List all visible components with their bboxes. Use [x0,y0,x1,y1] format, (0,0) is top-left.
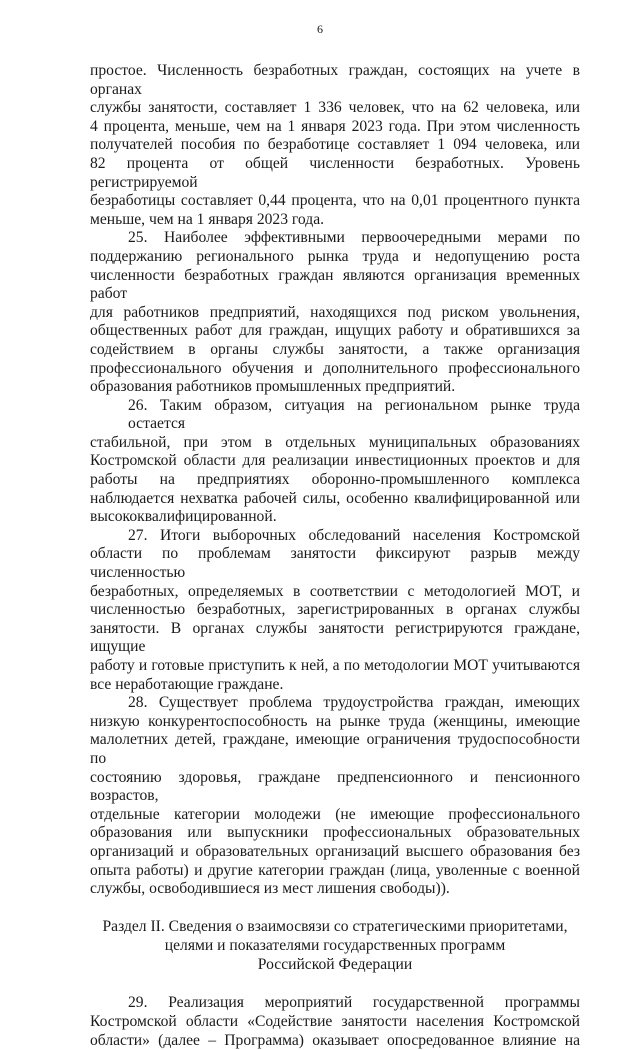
text-line: службы, освободившиеся из мест лишения свободы)). [90,880,450,898]
text-line: стабильной, при этом в отдельных муниципальных образованиях [90,433,580,451]
text-line: численности безработных граждан являются организация временных работ [90,266,580,303]
text-line: безработных, определяемых в соответствии с методологией МОТ, и [90,582,580,600]
text-line: получателей пособия по безработице составляет 1 094 человека, или [90,136,580,154]
text-line: службы занятости, составляет 1 336 человек, что на 62 человека, или [90,99,580,117]
text-line: 4 процента, меньше, чем на 1 января 2023 года. При этом численность [90,117,580,135]
text-line: простое. Численность безработных граждан, состоящих на учете в органах [90,62,580,98]
text-line: Костромской области «Содействие занятости населения Костромской [90,1012,580,1030]
text-line: низкую конкурентоспособность на рынке труда (женщины, имеющие [90,712,580,730]
text-line: 28. Существует проблема трудоустройства граждан, имеющих [128,694,580,712]
text-line: работы на предприятиях оборонно-промышленного комплекса [90,471,580,489]
text-line: высококвалифицированной. [90,508,277,526]
text-line: для работников предприятий, находящихся под риском увольнения, [90,303,580,321]
text-line: образования работников промышленных предприятий. [90,378,456,396]
paragraph-25 [90,229,580,396]
text-line: наблюдается нехватка рабочей силы, особенно квалифицированной или [90,489,580,507]
section-heading [90,917,580,975]
spacer [90,974,580,994]
text-line: содействием в органы службы занятости, а также организация [90,340,580,358]
paragraph-28 [90,694,580,899]
text-line: общественных работ для граждан, ищущих работу и обратившихся за [90,322,580,340]
text-line: отдельные категории молодежи (не имеющие профессионального [90,805,580,823]
text-line: состоянию здоровья, граждане предпенсионного и пенсионного возрастов, [90,768,580,805]
text-line: 27. Итоги выборочных обследований населения Костромской [128,526,580,544]
text-line: безработицы составляет 0,44 процента, что на 0,01 процентного пункта [90,192,580,210]
section-heading-line: целями и показателями государственных программ [164,936,506,954]
text-line: 26. Таким образом, ситуация на региональном рынке труда остается [128,396,580,433]
text-line: малолетних детей, граждане, имеющие ограничения трудоспособности по [90,731,580,767]
paragraph-29 [90,994,580,1050]
text-line: организаций и образовательных организаций высшего образования без [90,842,580,860]
paragraph-continuation [90,62,580,229]
paragraph-26 [90,397,580,527]
text-line: поддержанию регионального рынка труда и недопущению роста [90,247,580,265]
section-heading-line: Раздел II. Сведения о взаимосвязи со стратегическими приоритетами, [102,917,568,935]
section-heading-line: Российской Федерации [257,956,413,974]
text-line: меньше, чем на 1 января 2023 года. [90,210,325,228]
text-line: области по проблемам занятости фиксируют разрыв между численностью [90,545,580,582]
text-line: все неработающие граждане. [90,675,284,693]
text-line: опыта работы) и другие категории граждан (лица, уволенные с военной [90,861,580,879]
text-line: Костромской области для реализации инвестиционных проектов и для [90,452,580,470]
text-line: области» (далее – Программа) оказывает опосредованное влияние на [90,1031,580,1049]
text-line: 25. Наиболее эффективными первоочередными мерами по [128,229,580,247]
text-line: занятости. В органах службы занятости регистрируются граждане, ищущие [90,619,580,656]
text-line: 82 процента от общей численности безработных. Уровень регистрируемой [90,154,580,191]
text-line: численностью безработных, зарегистрированных в органах службы [90,601,580,619]
text-line: профессионального обучения и дополнительного профессионального [90,359,580,377]
text-line: работу и готовые приступить к ней, а по методологии МОТ учитываются [90,657,580,674]
page-number: 6 [317,22,323,36]
text-line: 29. Реализация мероприятий государственной программы [128,994,580,1012]
text-line: образования или выпускники профессиональных образовательных [90,824,580,842]
paragraph-27 [90,527,580,694]
